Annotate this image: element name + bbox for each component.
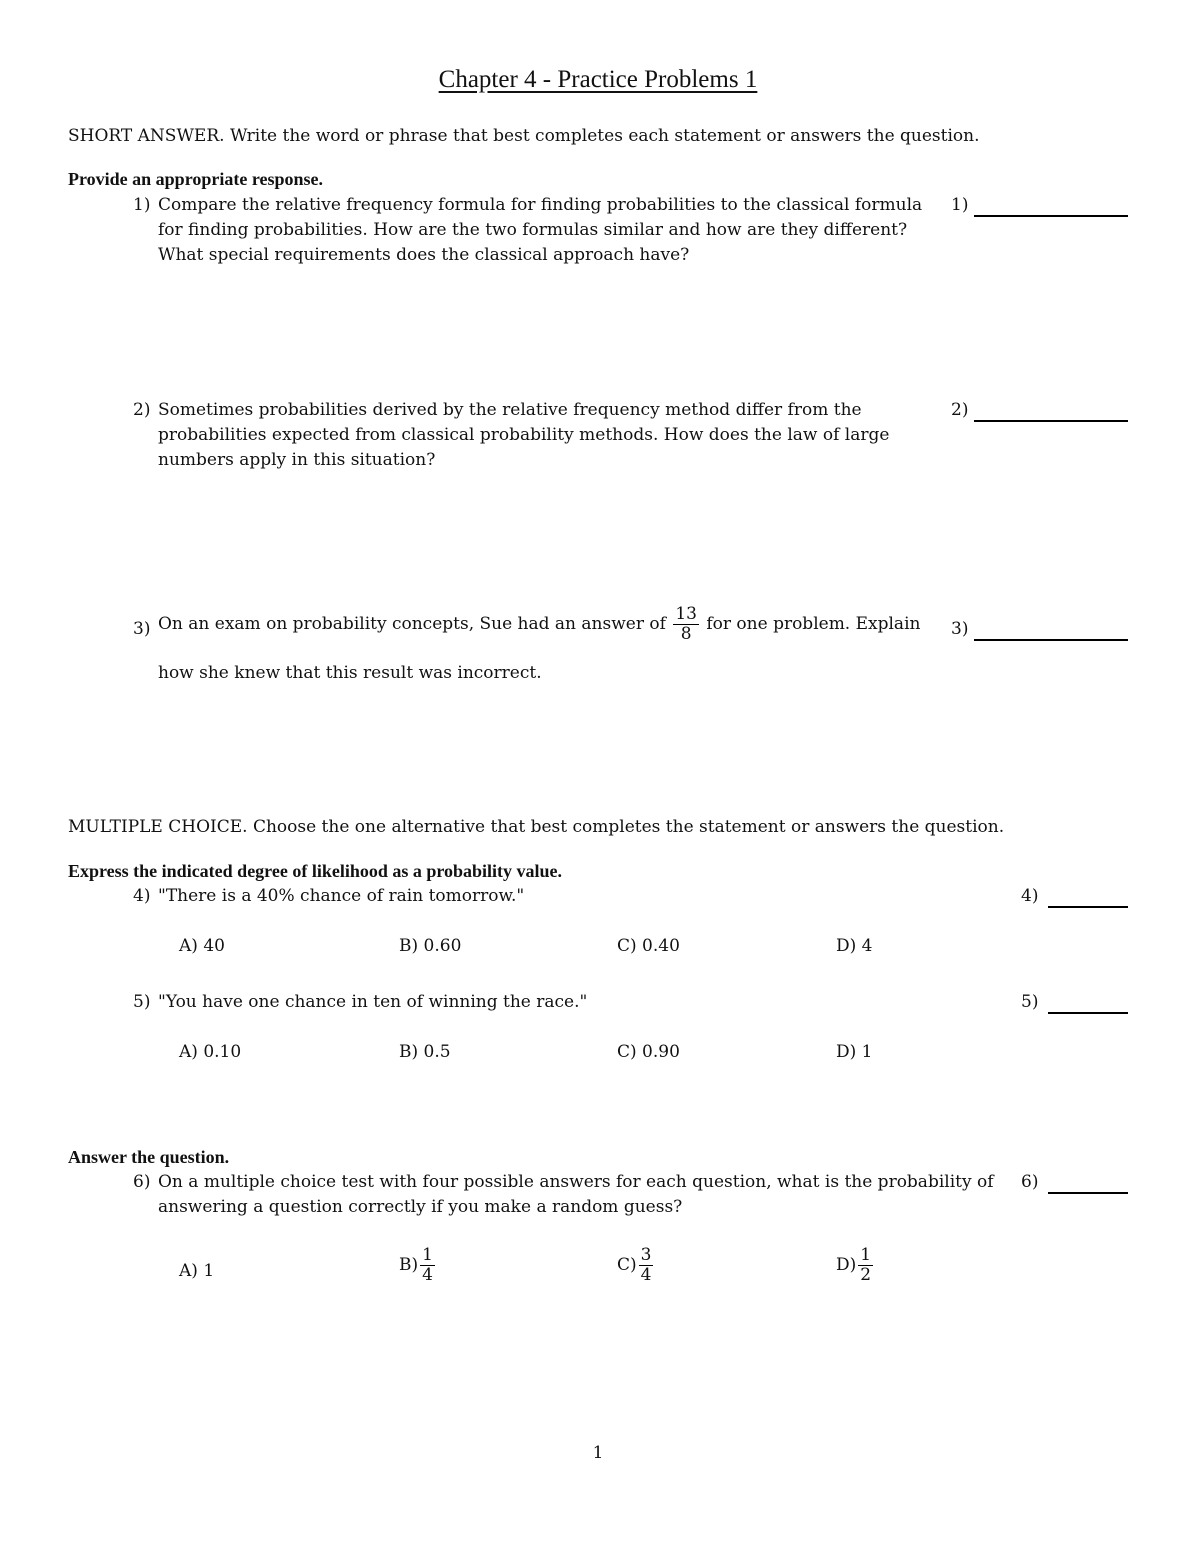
choice-d[interactable]: D) 1 xyxy=(836,1042,873,1062)
short-answer-header: SHORT ANSWER. Write the word or phrase that best completes each statement or answers the question. xyxy=(68,126,980,146)
choice-d[interactable]: D) 4 xyxy=(836,936,873,956)
choice-a[interactable]: A) 1 xyxy=(179,1261,215,1281)
fraction-1-2 xyxy=(858,1246,873,1285)
question-3 xyxy=(0,605,1200,695)
answer-blank[interactable] xyxy=(974,639,1128,641)
answer-blank[interactable] xyxy=(1048,1012,1128,1014)
fraction-denominator: 4 xyxy=(422,1265,433,1285)
choice-b[interactable]: B) 0.60 xyxy=(399,936,462,956)
answer-blank[interactable] xyxy=(974,215,1128,217)
page-title: Chapter 4 - Practice Problems 1 xyxy=(438,66,758,93)
question-line: probabilities expected from classical probability methods. How does the law of large xyxy=(158,425,890,445)
choice-label: D) xyxy=(836,1255,857,1275)
multiple-choice-header: MULTIPLE CHOICE. Choose the one alternative that best completes the statement or answers the question. xyxy=(68,817,1005,837)
answer-label: 2) xyxy=(951,400,969,420)
page-number: 1 xyxy=(592,1443,604,1463)
fraction-numerator: 13 xyxy=(675,604,697,624)
question-4 xyxy=(0,884,1200,964)
question-line: On a multiple choice test with four possible answers for each question, what is the probability of xyxy=(158,1172,994,1192)
question-number: 2) xyxy=(133,400,151,420)
choice-a[interactable]: A) 40 xyxy=(179,936,225,956)
fraction-13-8 xyxy=(673,605,699,644)
question-text xyxy=(158,193,922,268)
choice-a[interactable]: A) 0.10 xyxy=(179,1042,242,1062)
short-answer-instruction: Provide an appropriate response. xyxy=(68,169,324,189)
question-number: 6) xyxy=(133,1172,151,1192)
answer-label: 6) xyxy=(1021,1172,1039,1192)
choice-label: C) xyxy=(617,1255,637,1275)
fraction-denominator: 2 xyxy=(860,1265,872,1285)
fraction-numerator: 1 xyxy=(422,1245,433,1265)
fraction-3-4 xyxy=(639,1246,654,1285)
question-number: 3) xyxy=(133,619,151,639)
answer-label: 5) xyxy=(1021,992,1039,1012)
question-number: 5) xyxy=(133,992,151,1012)
question-text xyxy=(158,398,889,473)
mc-instruction-2: Answer the question. xyxy=(68,1147,230,1167)
question-2 xyxy=(0,398,1200,478)
choice-c[interactable]: C) 0.90 xyxy=(617,1042,680,1062)
question-line: for finding probabilities. How are the two formulas similar and how are they different? xyxy=(158,220,908,240)
question-line: Compare the relative frequency formula for finding probabilities to the classical formula xyxy=(158,195,923,215)
question-1 xyxy=(0,193,1200,273)
question-line: What special requirements does the classical approach have? xyxy=(158,245,690,265)
question-text xyxy=(158,1170,994,1220)
answer-blank[interactable] xyxy=(974,420,1128,422)
answer-label: 4) xyxy=(1021,886,1039,906)
answer-label: 3) xyxy=(951,619,969,639)
choice-b[interactable] xyxy=(399,1246,437,1285)
answer-blank[interactable] xyxy=(1048,1192,1128,1194)
answer-label: 1) xyxy=(951,195,969,215)
question-text: "You have one chance in ten of winning the race." xyxy=(158,992,588,1012)
question-text-part: for one problem. Explain xyxy=(706,614,921,634)
choice-c[interactable]: C) 0.40 xyxy=(617,936,680,956)
fraction-denominator: 4 xyxy=(640,1265,652,1285)
question-text xyxy=(158,605,920,644)
question-5 xyxy=(0,990,1200,1070)
question-number: 1) xyxy=(133,195,151,215)
question-line: how she knew that this result was incorrect. xyxy=(158,663,542,683)
fraction-numerator: 1 xyxy=(860,1245,872,1265)
question-line: answering a question correctly if you make a random guess? xyxy=(158,1197,683,1217)
answer-blank[interactable] xyxy=(1048,906,1128,908)
question-line: numbers apply in this situation? xyxy=(158,450,436,470)
question-line: Sometimes probabilities derived by the relative frequency method differ from the xyxy=(158,400,862,420)
mc-instruction-1: Express the indicated degree of likelihood as a probability value. xyxy=(68,861,563,881)
choice-label: B) xyxy=(399,1255,419,1275)
fraction-denominator: 8 xyxy=(680,624,692,644)
fraction-1-4 xyxy=(420,1246,435,1285)
choice-c[interactable] xyxy=(617,1246,655,1285)
fraction-numerator: 3 xyxy=(640,1245,652,1265)
question-6 xyxy=(0,1170,1200,1300)
choice-d[interactable] xyxy=(836,1246,875,1285)
question-text-part: On an exam on probability concepts, Sue had an answer of xyxy=(158,614,666,634)
question-text: "There is a 40% chance of rain tomorrow." xyxy=(158,886,525,906)
choice-b[interactable]: B) 0.5 xyxy=(399,1042,451,1062)
question-number: 4) xyxy=(133,886,151,906)
